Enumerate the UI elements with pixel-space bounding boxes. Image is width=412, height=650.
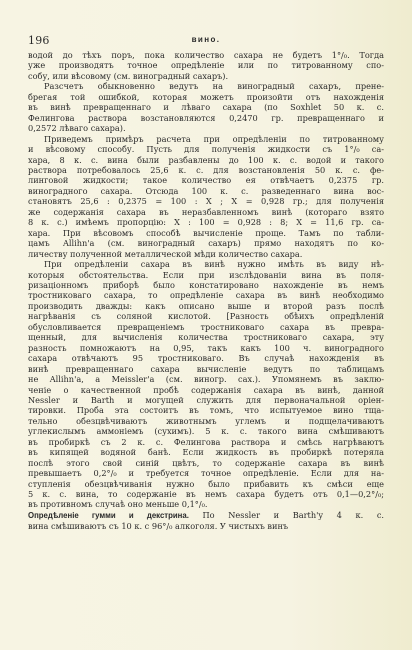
text-line: въ пробиркѣ съ 2 к. с. Фелингова раствора и смѣсь нагрѣваютъ	[28, 436, 384, 447]
text-line: же содержанія сахара въ неразбавленномъ винѣ (котораго взято	[28, 206, 384, 217]
text-line: въ кипящей водяной банѣ. Если жидкость въ пробиркѣ потеряла	[28, 447, 384, 458]
text-run: По Nessler и Barth'y 4 к. с.	[188, 509, 384, 520]
text-line: уже производятъ точное опредѣленіе или по титрованному спо-	[28, 60, 384, 71]
text-line: Nessler и Barth и могущей служить для первоначальной оріен-	[28, 394, 384, 405]
paragraph	[28, 50, 384, 81]
text-line: вина смѣшиваютъ съ 10 к. с 96°/₀ алкоголя. У чистыхъ винъ	[28, 521, 289, 532]
paragraph	[28, 510, 384, 532]
page-body	[28, 50, 384, 532]
paragraph	[28, 81, 384, 133]
text-line: тростниковаго сахара, то опредѣленіе сахара въ винѣ необходимо	[28, 290, 384, 301]
text-line: 0,2572 лѣваго сахара).	[28, 123, 126, 134]
text-line: въ винѣ превращеннаго и лѣваго сахара (по Soxhlet 50 к. с.	[28, 102, 384, 113]
text-line: Приведемъ примѣръ расчета при опредѣленіи по титрованному	[44, 133, 384, 144]
text-line: которыя обстоятельства. Если при изслѣдованіи вина въ поля-	[28, 269, 384, 280]
running-head: вино.	[191, 35, 221, 44]
text-line: хара. При вѣсовомъ способѣ вычисленіе проще. Тамъ по табли-	[28, 227, 384, 238]
text-line: собу, или вѣсовому (см. виноградный сахаръ).	[28, 70, 229, 81]
text-line: 5 к. с. вина, то содержаніе въ немъ сахара будетъ отъ 0,1—0,2°/₀;	[28, 489, 384, 500]
text-line: виноградного сахара. Отсюда 100 к. с. разведеннаго вина вос-	[28, 185, 384, 196]
text-line: брегая той ошибкой, которая можетъ произойти отъ нахожденія	[28, 91, 384, 102]
text-line: тельно обезцвѣчиваютъ животнымъ углемъ и подщелачиваютъ	[28, 415, 384, 426]
text-line	[28, 510, 384, 521]
text-line: тировки. Проба эта состоитъ въ томъ, что испытуемое вино тща-	[28, 405, 384, 416]
text-line: становятъ 25,6 : 0,2375 = 100 : X ; X = 0,928 гр.; для полученія	[28, 196, 384, 207]
text-line: разность помножаютъ на 0,95, такъ какъ 100 ч. виноградного	[28, 342, 384, 353]
text-line: ризаціонномъ приборѣ было констатировано нахожденіе въ немъ	[28, 279, 384, 290]
section-heading: Опредѣленіе гумми и декстрина.	[28, 510, 189, 520]
text-line: углекислымъ аммоніемъ (сухимъ). 5 к. с. такого вина смѣшиваютъ	[28, 426, 384, 437]
text-line: обусловливается превращеніемъ тростниковаго сахара въ превра-	[28, 321, 384, 332]
page-header	[28, 34, 384, 48]
text-line: личеству полученной металлической мѣди количество сахара.	[28, 248, 303, 259]
text-line: производить дважды: какъ описано выше и второй разъ послѣ	[28, 300, 384, 311]
text-line: Фелингова раствора возстановляются 0,2470 гр. превращеннаго и	[28, 112, 384, 123]
page-number: 196	[28, 34, 50, 47]
text-line: превышаетъ 0,2°/₀ и требуется точное опредѣленіе. Если для на-	[28, 468, 384, 479]
text-line: цамъ Allihn'а (см. виноградный сахаръ) прямо находятъ по ко-	[28, 238, 384, 249]
text-line: и вѣсовому способу. Пусть для полученія жидкости съ 1°/₀ са-	[28, 144, 384, 155]
text-line: Разсчетъ обыкновенно ведутъ на виноградный сахаръ, прене-	[44, 81, 384, 92]
text-line: не Allihn'a, a Meissler'a (см. виногр. сах.). Упомянемъ въ заклю-	[28, 374, 384, 385]
text-line: водой до тѣхъ поръ, пока количество сахара не будетъ 1°/₀. Тогда	[28, 50, 384, 60]
text-line: винѣ превращеннаго сахара вычисленіе ведутъ по таблицамъ	[28, 363, 384, 374]
paragraph	[28, 134, 384, 259]
text-line: ступленія обезцвѣчиванія нужно было прибавить къ смѣси еще	[28, 478, 384, 489]
text-line: 8 к. с.) имѣемъ пропорцію: X : 100 = 0,928 : 8; X = 11,6 гр. са-	[28, 217, 384, 228]
text-line: щенный, для вычисленія количества тростниковаго сахара, эту	[28, 332, 384, 343]
text-line: раствора потребовалось 25,6 к. с. для возстановленія 50 к. с. фе-	[28, 164, 384, 175]
text-line: хара, 8 к. с. вина были разбавлены до 100 к. с. водой и такого	[28, 154, 384, 165]
text-line: нагрѣванія съ соляной кислотой. [Разность обѣихъ опредѣленій	[28, 311, 384, 322]
text-line: послѣ этого свой синій цвѣтъ, то содержаніе сахара въ винѣ	[28, 457, 384, 468]
text-line: линговой жидкости; такое количество ея отвѣчаетъ 0,2375 гр.	[28, 175, 384, 186]
text-line: При опредѣленіи сахара въ винѣ нужно имѣть въ виду нѣ-	[44, 259, 384, 270]
text-line: сахара отвѣчаютъ 95 тростниковаго. Въ случаѣ нахожденія въ	[28, 353, 384, 364]
paragraph	[28, 259, 384, 510]
text-line: въ противномъ случаѣ оно меньше 0,1°/₀.	[28, 499, 208, 510]
text-line: ченіе о качественной пробѣ содержанія сахара въ винѣ, данной	[28, 384, 384, 395]
